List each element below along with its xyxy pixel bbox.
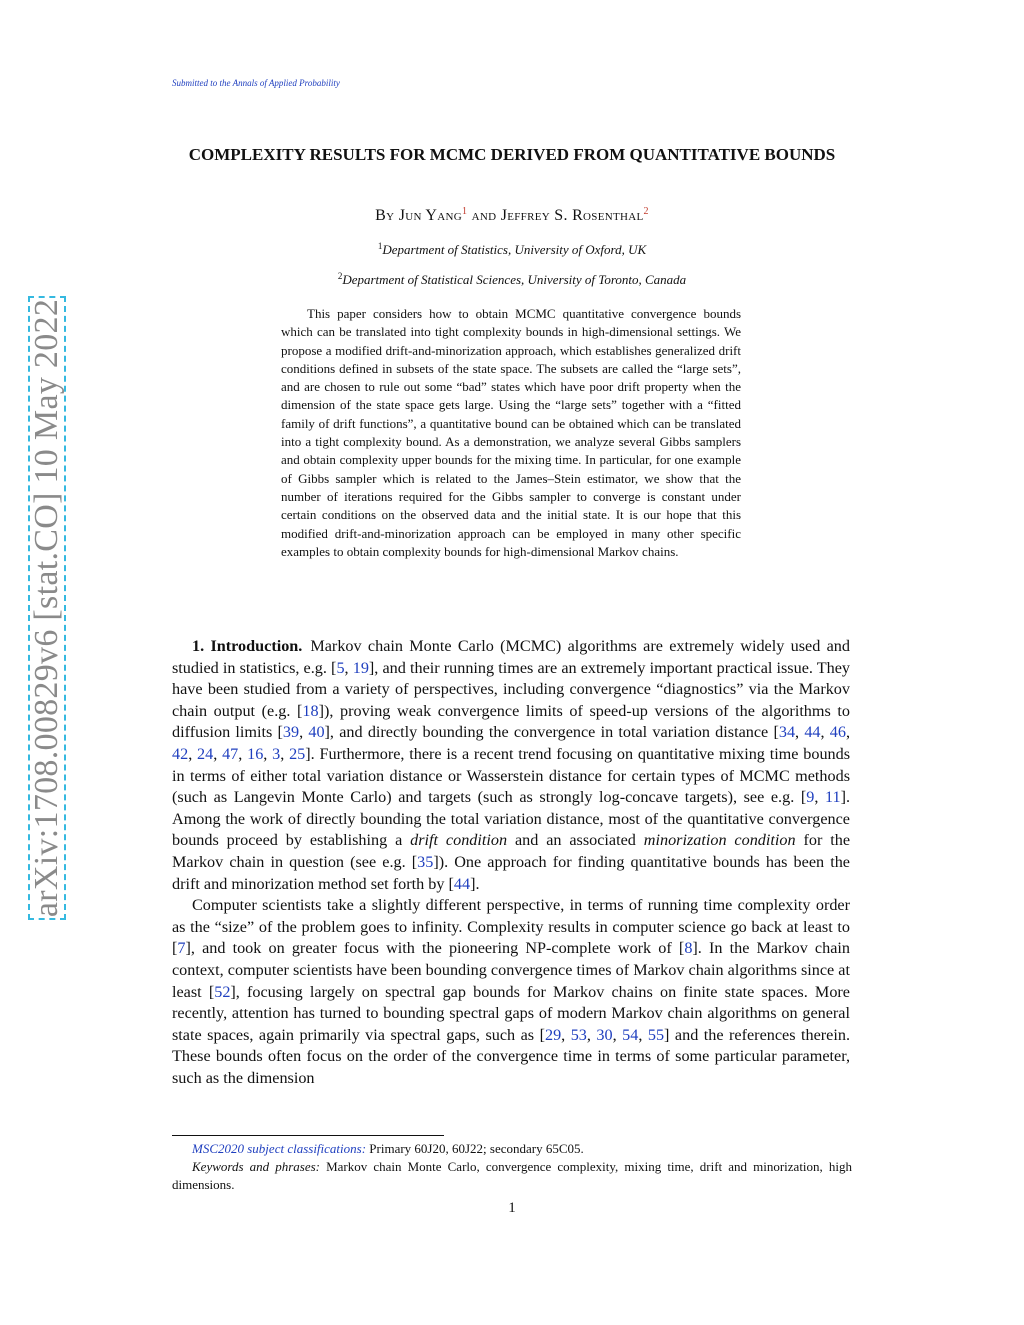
citation-link[interactable]: 5 xyxy=(336,658,345,677)
text-run: and an associated xyxy=(507,831,644,850)
text-run: , xyxy=(188,744,198,763)
footnote-divider xyxy=(172,1135,444,1136)
text-run: , xyxy=(238,744,248,763)
text-run: , xyxy=(280,744,290,763)
paper-title: COMPLEXITY RESULTS FOR MCMC DERIVED FROM QUANTITATIVE BOUNDS xyxy=(188,145,836,164)
text-run: , xyxy=(814,788,825,807)
text-run: , xyxy=(820,723,830,742)
emphasis-drift-condition: drift condition xyxy=(410,831,508,850)
section-heading: 1. Introduction. xyxy=(192,637,303,655)
author-mark-1[interactable]: 1 xyxy=(462,206,468,217)
author-name-1: Jun Yang xyxy=(398,207,463,224)
citation-link[interactable]: 44 xyxy=(804,723,821,742)
abstract: This paper considers how to obtain MCMC quantitative convergence bounds which can be translated into tight complexity bounds in high-dimensional settings. We propose a modified drift-and-minorization approach, which establishes generalized drift conditions defined in subsets of the state space. The subsets are called the “large sets”, and are chosen to rule out some “bad” states which have poor drift property when the dimension of the state space gets large. Using the “large sets” together with a “fitted family of drift functions”, a quantitative bound can be obtained which can be translated into a tight complexity bound. As a demonstration, we analyze several Gibbs samplers and obtain complexity upper bounds for the mixing time. In particular, for one example of Gibbs sampler which is related to the James–Stein estimator, we show that the number of iterations required for the Gibbs sampler to converge is constant under certain conditions on the observed data and the initial state. It is our hope that this modified drift-and-minorization approach can be employed in many other specific examples to obtain complexity bounds for high-dimensional Markov chains. xyxy=(281,306,741,559)
citation-link[interactable]: 47 xyxy=(222,744,239,763)
citation-link[interactable]: 46 xyxy=(829,723,846,742)
citation-link[interactable]: 11 xyxy=(824,788,841,807)
author-mark-2[interactable]: 2 xyxy=(643,206,649,217)
intro-paragraph-2 xyxy=(172,895,850,1089)
arxiv-identifier: arXiv:1708.00829v6 [stat.CO] 10 May 2022 xyxy=(28,298,65,918)
citation-link[interactable]: 40 xyxy=(308,723,325,742)
text-run: ], and their running times are an extremely important practical issue. They have been studied from a variety of perspectives, including convergence “diagnostics” via the Markov chain output (e.g. [ xyxy=(172,658,851,720)
author-name-2: Jeffrey S. Rosenthal xyxy=(500,207,644,224)
emphasis-minorization-condition: minorization condition xyxy=(643,831,796,850)
text-run: Computer scientists take a slightly different perspective, in terms of running time complexity order as the “size” of the problem goes to infinity. Complexity results in computer science go back at least to [ xyxy=(172,896,850,958)
affiliation-text: Department of Statistical Sciences, University of Toronto, Canada xyxy=(342,272,687,287)
text-run: Markov chain Monte Carlo (MCMC) algorithms are extremely widely used and studied in statistics, e.g. [ xyxy=(172,637,850,677)
text-run: ] and the references therein. These bounds often focus on the order of the convergence time in terms of some particular parameter, such as the dimension xyxy=(172,1025,850,1087)
text-run: ]. Furthermore, there is a recent trend focusing on quantitative mixing time bounds in terms of either total variation distance or Wasserstein distance for certain types of MCMC methods (such as Langevin Monte Carlo) and targets (such as strongly log-concave targets), see e.g. [ xyxy=(172,744,851,807)
text-run: , xyxy=(795,723,805,742)
citation-link[interactable]: 44 xyxy=(453,874,471,893)
text-run: ]), proving weak convergence limits of speed-up versions of the algorithms to diffusion limits [ xyxy=(172,701,850,742)
citation-link[interactable]: 39 xyxy=(282,723,300,742)
citation-link[interactable]: 3 xyxy=(272,744,281,763)
footnote-msc xyxy=(172,1140,852,1158)
text-run: ], focusing largely on spectral gap bounds for Markov chains on finite state spaces. More recently, attention has turned to bounding spectral gaps of modern Markov chain algorithms on general state spaces, again primarily via spectral gaps, such as [ xyxy=(172,982,850,1044)
text-run: , xyxy=(586,1025,597,1044)
text-run: , xyxy=(344,658,353,677)
text-run: for the Markov chain in question (see e.g. [ xyxy=(172,831,851,871)
affiliation-2 xyxy=(172,271,852,288)
and-word: and xyxy=(471,207,497,224)
text-run: ]. In the Markov chain context, computer scientists have been bounding convergence times of Markov chain algorithms since at least [ xyxy=(172,939,850,1001)
citation-link[interactable]: 24 xyxy=(197,744,214,763)
citation-link[interactable]: 9 xyxy=(806,788,815,807)
journal-header[interactable]: Submitted to the Annals of Applied Probability xyxy=(172,78,340,88)
citation-link[interactable]: 8 xyxy=(684,939,693,958)
text-run: ]. xyxy=(470,874,480,893)
text-run: , xyxy=(612,1025,623,1044)
affiliation-mark: 1 xyxy=(377,241,383,251)
citation-link[interactable]: 55 xyxy=(647,1025,665,1044)
page-number: 1 xyxy=(508,1200,516,1216)
introduction-section xyxy=(172,636,850,1089)
keywords-text: Markov chain Monte Carlo, convergence complexity, mixing time, drift and minorization, high dimensions. xyxy=(172,1159,853,1192)
citation-link[interactable]: 54 xyxy=(622,1025,639,1044)
citation-link[interactable]: 7 xyxy=(177,939,186,958)
citation-link[interactable]: 53 xyxy=(570,1025,587,1044)
text-run: , xyxy=(213,744,223,763)
affiliation-1 xyxy=(172,241,852,258)
citation-link[interactable]: 16 xyxy=(247,744,264,763)
citation-link[interactable]: 19 xyxy=(352,658,369,677)
citation-link[interactable]: 52 xyxy=(214,982,231,1001)
text-run: , xyxy=(561,1025,571,1044)
msc-label[interactable]: MSC2020 subject classifications: xyxy=(192,1141,367,1156)
citation-link[interactable]: 35 xyxy=(417,852,434,871)
citation-link[interactable]: 29 xyxy=(544,1025,562,1044)
footnote-keywords xyxy=(172,1158,852,1194)
intro-paragraph-1 xyxy=(172,636,850,895)
text-run: ]). One approach for finding quantitative bounds has been the drift and minorization method set forth by [ xyxy=(172,852,850,893)
msc-text: Primary 60J20, 60J22; secondary 65C05. xyxy=(366,1141,584,1156)
citation-link[interactable]: 42 xyxy=(172,744,189,763)
affiliation-text: Department of Statistics, University of Oxford, UK xyxy=(382,242,647,257)
citation-link[interactable]: 34 xyxy=(778,723,796,742)
keywords-label: Keywords and phrases: xyxy=(192,1159,320,1174)
affiliation-mark: 2 xyxy=(337,271,343,281)
citation-link[interactable]: 25 xyxy=(289,744,306,763)
text-run: , xyxy=(263,744,273,763)
citation-link[interactable]: 30 xyxy=(596,1025,613,1044)
text-run: , xyxy=(638,1025,648,1044)
text-run: , xyxy=(299,723,309,742)
text-run: ], and directly bounding the convergence in total variation distance [ xyxy=(324,723,779,742)
text-run: ], and took on greater focus with the pioneering NP-complete work of [ xyxy=(185,939,685,958)
text-run: ]. Among the work of directly bounding the total variation distance, most of the quantitative convergence bounds proceed by establishing a xyxy=(172,788,850,850)
author-line xyxy=(172,206,852,225)
arxiv-stamp[interactable] xyxy=(28,296,66,920)
by-word: By xyxy=(375,207,395,224)
citation-link[interactable]: 18 xyxy=(302,701,319,720)
text-run: , xyxy=(845,723,851,742)
